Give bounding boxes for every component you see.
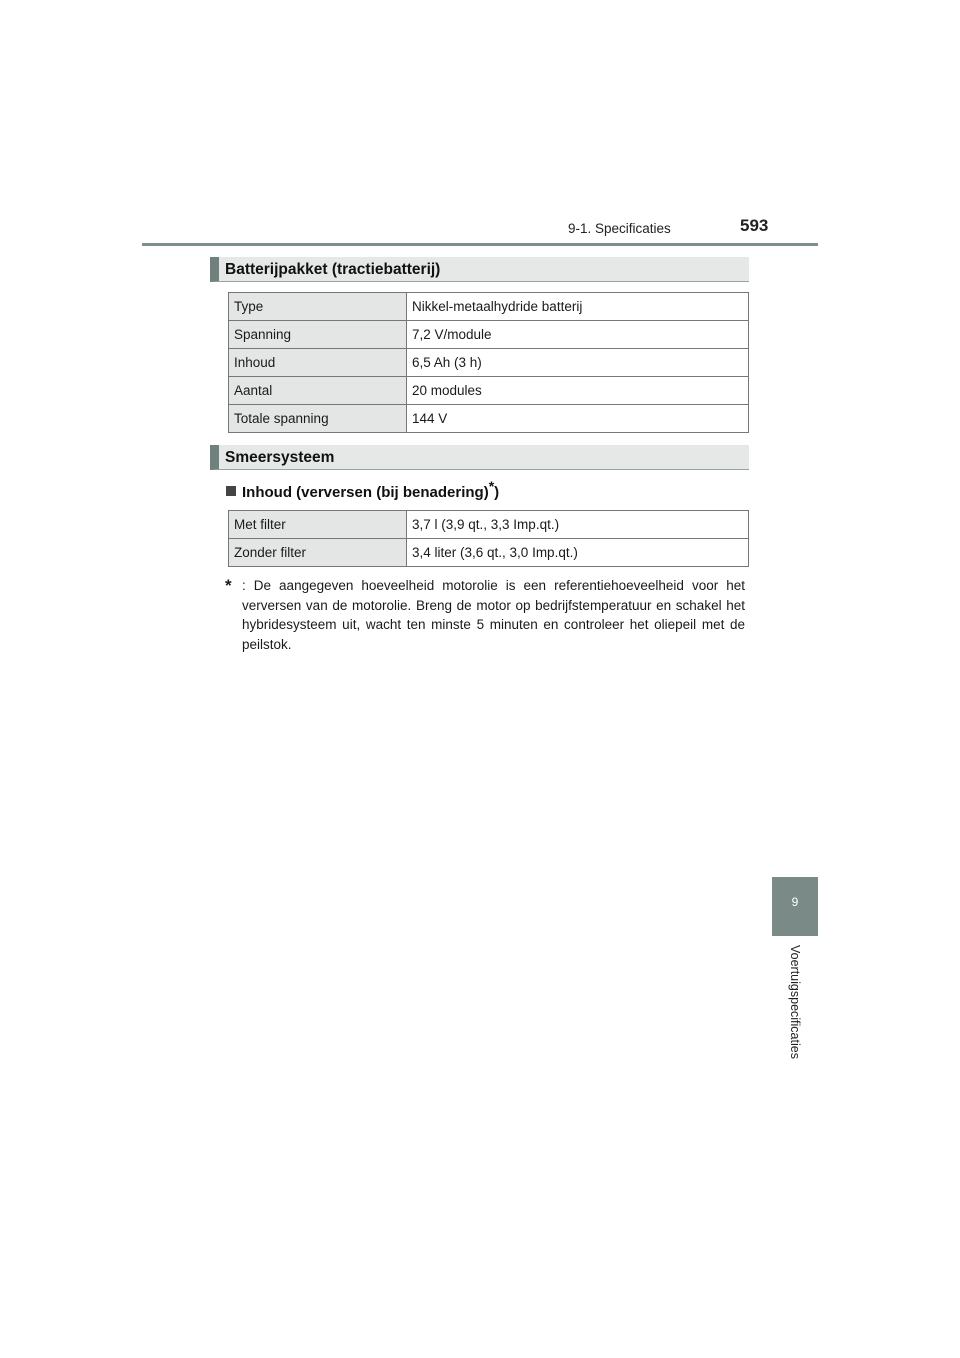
table-row: [229, 321, 749, 349]
spec-value: 3,4 liter (3,6 qt., 3,0 Imp.qt.): [407, 539, 749, 567]
spec-label: Spanning: [229, 321, 407, 349]
table-row: [229, 349, 749, 377]
battery-section-heading: Batterijpakket (tractiebatterij): [210, 257, 749, 282]
section-title: 9-1. Specificaties: [568, 221, 671, 236]
battery-spec-table: [228, 292, 749, 433]
chapter-label-text: Voertuigspecificaties: [788, 945, 802, 1059]
table-row: [229, 377, 749, 405]
footnote-mark: *: [488, 478, 495, 494]
chapter-label: [787, 945, 803, 1077]
table-row: [229, 293, 749, 321]
spec-label: Aantal: [229, 377, 407, 405]
footnote-text: : De aangegeven hoeveelheid motorolie is een referentiehoeveelheid voor het verversen van de motorolie. Breng de motor op bedrijfstemperatuur en schakel het hybridesysteem uit, wacht ten minste 5 minuten en controleer het oliepeil met de peilstok.: [242, 578, 745, 652]
square-bullet-icon: [226, 486, 236, 496]
page-number: 593: [740, 216, 769, 235]
spec-label: Zonder filter: [229, 539, 407, 567]
spec-value: 20 modules: [407, 377, 749, 405]
spec-label: Inhoud: [229, 349, 407, 377]
spec-label: Totale spanning: [229, 405, 407, 433]
spec-value: Nikkel-metaalhydride batterij: [407, 293, 749, 321]
spec-value: 3,7 l (3,9 qt., 3,3 Imp.qt.): [407, 511, 749, 539]
spec-value: 144 V: [407, 405, 749, 433]
spec-label: Type: [229, 293, 407, 321]
table-row: [229, 405, 749, 433]
footnote: [225, 576, 745, 654]
oil-capacity-table: [228, 510, 749, 567]
table-row: [229, 511, 749, 539]
header-divider: [142, 243, 818, 246]
subheading-end: ): [494, 484, 500, 501]
spec-value: 7,2 V/module: [407, 321, 749, 349]
chapter-tab: 9: [772, 877, 818, 936]
footnote-asterisk: *: [225, 576, 232, 595]
lubrication-section-heading: Smeersysteem: [210, 445, 749, 470]
spec-value: 6,5 Ah (3 h): [407, 349, 749, 377]
table-row: [229, 539, 749, 567]
spec-label: Met filter: [229, 511, 407, 539]
subheading-text: Inhoud (verversen (bij benadering): [242, 484, 489, 501]
oil-capacity-subheading: [226, 478, 499, 501]
